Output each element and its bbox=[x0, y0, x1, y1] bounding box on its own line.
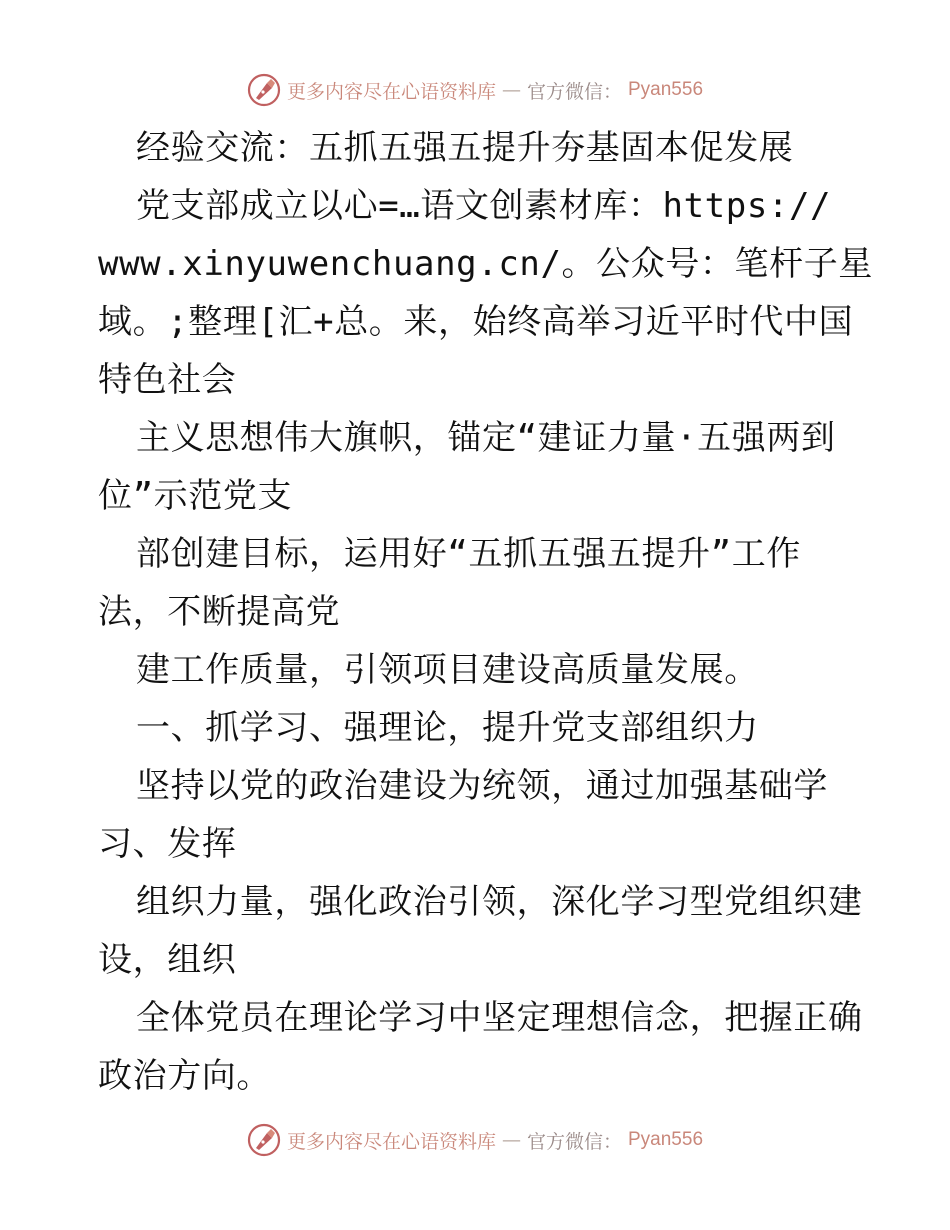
footer-banner bbox=[0, 1120, 950, 1160]
paragraph-line: 位”示范党支 bbox=[98, 476, 293, 516]
paragraph-line: www.xinyuwenchuang.cn/。公众号：笔杆子星 bbox=[98, 244, 873, 284]
paragraph-line: 设，组织 bbox=[98, 940, 237, 980]
paragraph-line: 域。;整理[汇+总。来，始终高举习近平时代中国 bbox=[98, 302, 854, 342]
paragraph-line: 主义思想伟大旗帜，锚定“建证力量·五强两到 bbox=[136, 418, 836, 458]
doc-title: 经验交流：五抓五强五提升夯基固本促发展 bbox=[136, 128, 794, 168]
wechat-label: 官方微信： bbox=[526, 80, 622, 103]
paragraph-line: 建工作质量，引领项目建设高质量发展。 bbox=[136, 650, 759, 690]
paragraph-line: 全体党员在理论学习中坚定理想信念，把握正确 bbox=[136, 998, 863, 1038]
paragraph-line: 法，不断提高党 bbox=[98, 592, 341, 632]
footer-banner-content[interactable] bbox=[247, 1123, 703, 1157]
section-heading: 一、抓学习、强理论，提升党支部组织力 bbox=[136, 708, 759, 748]
header-banner-content[interactable] bbox=[247, 73, 703, 107]
paragraph-line: 习、发挥 bbox=[98, 824, 237, 864]
pen-nib-logo-icon bbox=[247, 73, 281, 107]
pen-nib-logo-icon bbox=[247, 1123, 281, 1157]
wechat-id: Pyan556 bbox=[628, 1129, 704, 1150]
banner-dash: — bbox=[501, 79, 521, 101]
paragraph-line: 政治方向。 bbox=[98, 1056, 271, 1096]
header-banner bbox=[0, 70, 950, 110]
site-name-text: 更多内容尽在心语资料库 bbox=[286, 80, 496, 103]
paragraph-line: 党支部成立以心=…语文创素材库：https:// bbox=[136, 186, 832, 226]
paragraph-line: 坚持以党的政治建设为统领，通过加强基础学 bbox=[136, 766, 828, 806]
wechat-id: Pyan556 bbox=[628, 79, 704, 100]
banner-dash: — bbox=[501, 1129, 521, 1151]
wechat-label: 官方微信： bbox=[526, 1130, 622, 1153]
paragraph-line: 部创建目标，运用好“五抓五强五提升”工作 bbox=[136, 534, 801, 574]
paragraph-line: 组织力量，强化政治引领，深化学习型党组织建 bbox=[136, 882, 863, 922]
paragraph-line: 特色社会 bbox=[98, 360, 237, 400]
site-name-text: 更多内容尽在心语资料库 bbox=[286, 1130, 496, 1153]
